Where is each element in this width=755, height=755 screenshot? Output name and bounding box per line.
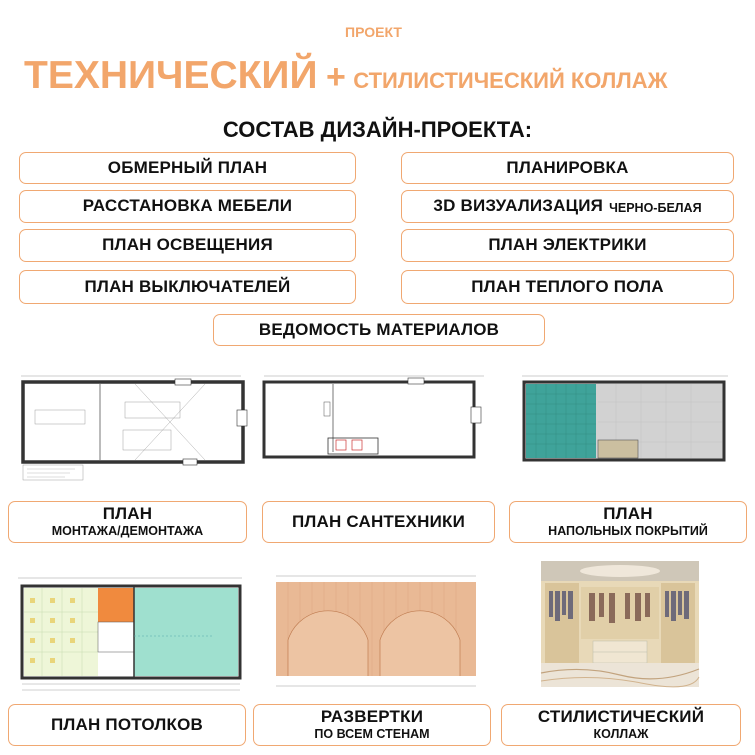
section-plumbing-plan xyxy=(262,501,495,543)
item-note: ЧЕРНО-БЕЛАЯ xyxy=(609,200,702,215)
title-rest: СТИЛИСТИЧЕСКИЙ КОЛЛАЖ xyxy=(353,68,668,93)
section-mount-plan xyxy=(8,501,247,543)
section-title: РАЗВЕРТКИ xyxy=(320,706,424,726)
item-label: ПЛАН ТЕПЛОГО ПОЛА xyxy=(471,276,664,296)
section-ceiling-plan xyxy=(8,704,246,746)
item-label: РАССТАНОВКА МЕБЕЛИ xyxy=(82,196,293,216)
header-title xyxy=(24,54,668,98)
item-measure-plan xyxy=(19,152,356,184)
title-main: ТЕХНИЧЕСКИЙ xyxy=(24,54,318,97)
item-lighting xyxy=(19,229,356,262)
section-subtitle: КОЛЛАЖ xyxy=(593,727,649,742)
wardrobe-collage-image xyxy=(541,561,699,687)
item-label: ПЛАН ВЫКЛЮЧАТЕЛЕЙ xyxy=(84,276,291,296)
section-subtitle: НАПОЛЬНЫХ ПОКРЫТИЙ xyxy=(548,524,708,539)
item-floor-heating xyxy=(401,270,734,304)
item-label: 3D ВИЗУАЛИЗАЦИЯ xyxy=(433,196,604,216)
section-stylistic-collage xyxy=(501,704,741,746)
section-subtitle: МОНТАЖА/ДЕМОНТАЖА xyxy=(51,524,204,539)
page-subtitle: СОСТАВ ДИЗАЙН-ПРОЕКТА: xyxy=(222,117,533,142)
item-electrics xyxy=(401,229,734,262)
title-plus: + xyxy=(325,58,346,96)
item-label: ОБМЕРНЫЙ ПЛАН xyxy=(107,157,268,177)
item-label: ПЛАНИРОВКА xyxy=(506,157,629,177)
ceiling-plan-drawing xyxy=(12,574,252,694)
section-title: ПЛАН ПОТОЛКОВ xyxy=(50,714,204,734)
section-subtitle: ПО ВСЕМ СТЕНАМ xyxy=(314,727,430,742)
item-switches xyxy=(19,270,356,304)
section-title: ПЛАН xyxy=(603,503,653,523)
mount-plan-drawing xyxy=(15,372,250,482)
unfold-drawing xyxy=(268,570,488,700)
section-title: ПЛАН САНТЕХНИКИ xyxy=(292,511,465,531)
section-unfold xyxy=(253,704,491,746)
item-label: ПЛАН ОСВЕЩЕНИЯ xyxy=(102,235,273,255)
section-flooring-plan xyxy=(509,501,747,543)
plumbing-plan-drawing xyxy=(258,372,490,472)
flooring-plan-drawing xyxy=(516,372,738,472)
item-furniture xyxy=(19,190,356,223)
header-kicker: ПРОЕКТ xyxy=(345,24,402,40)
item-label: ВЕДОМОСТЬ МАТЕРИАЛОВ xyxy=(258,319,500,339)
item-3d-viz xyxy=(401,190,734,223)
section-title: ПЛАН xyxy=(102,503,153,523)
item-layout xyxy=(401,152,734,184)
item-label: ПЛАН ЭЛЕКТРИКИ xyxy=(488,235,647,255)
item-materials xyxy=(213,314,545,346)
section-title: СТИЛИСТИЧЕСКИЙ xyxy=(537,706,705,726)
